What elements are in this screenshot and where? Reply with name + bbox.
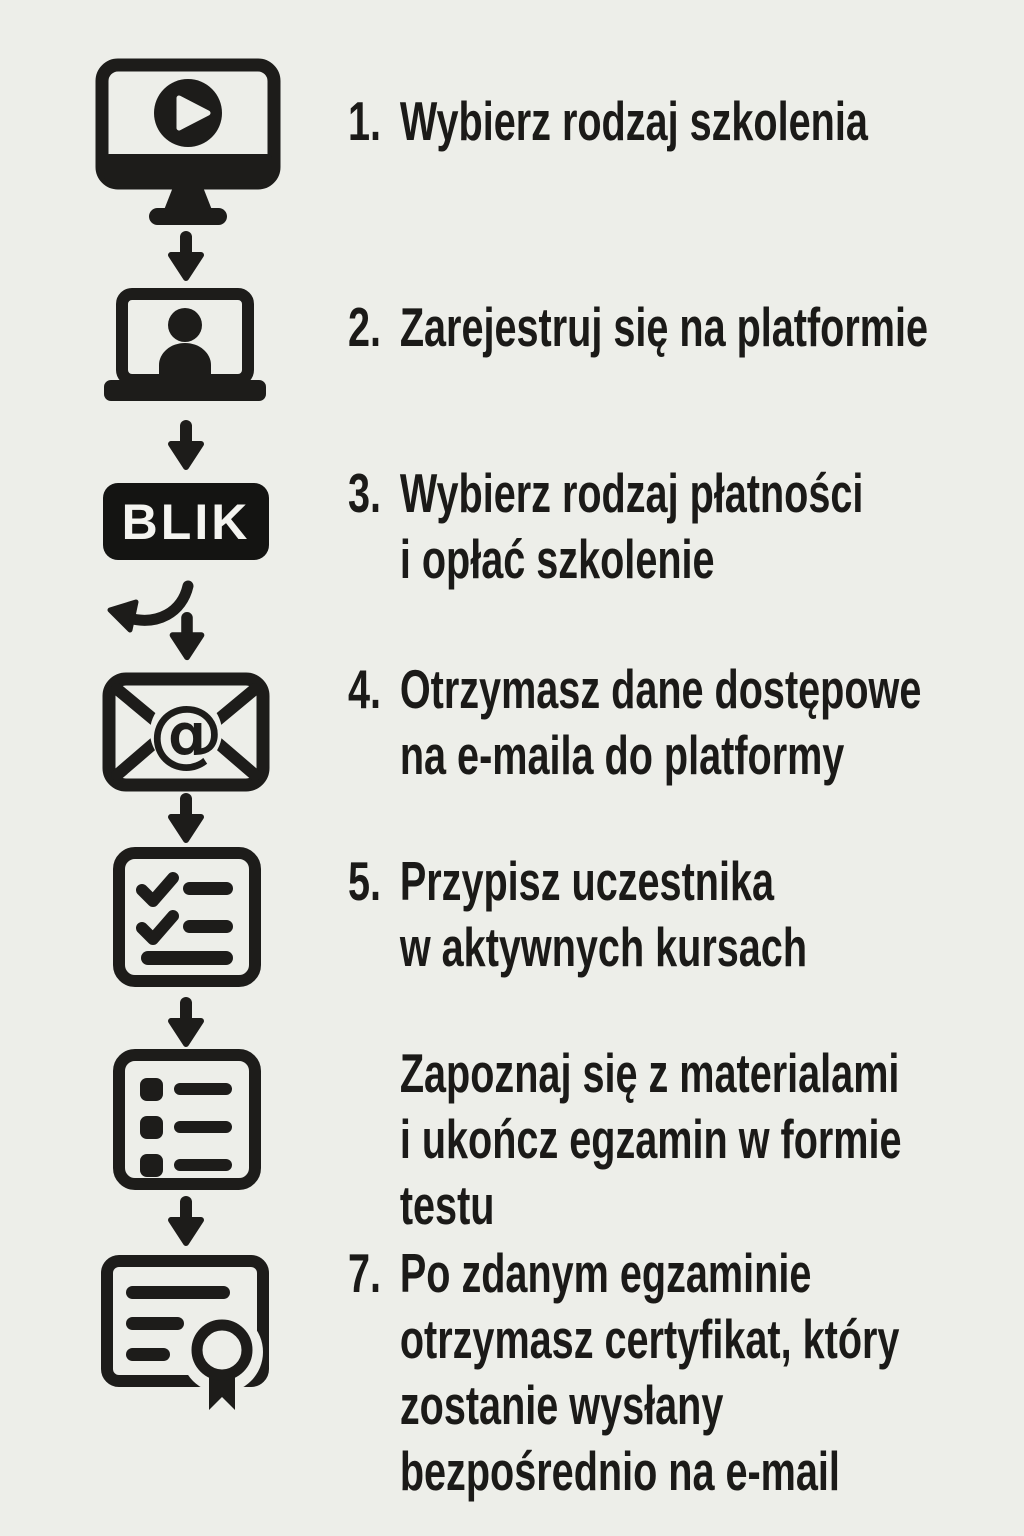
step-1-text	[348, 88, 868, 154]
step-line: bezpośrednio na e-mail	[399, 1440, 840, 1502]
step-line: Zarejestruj się na platformie	[399, 296, 929, 358]
arrow-down-icon	[164, 420, 208, 474]
step-3-text	[348, 460, 863, 592]
step-line: i opłać szkolenie	[399, 528, 715, 590]
certificate-icon	[100, 1254, 276, 1424]
step-line: Wybierz rodzaj szkolenia	[399, 90, 868, 152]
arrow-down-icon	[164, 1196, 208, 1250]
step-7-text	[348, 1240, 899, 1504]
step-line: testu	[399, 1174, 495, 1236]
step-line: Zapoznaj się z materialami	[399, 1042, 900, 1104]
step-number: 1.	[348, 90, 382, 152]
step-6-text	[348, 1040, 902, 1238]
step-line: Po zdanym egzaminie	[399, 1242, 812, 1304]
step-line: na e-maila do platformy	[399, 724, 845, 786]
step-number: 3.	[348, 462, 382, 524]
step-number	[348, 1040, 400, 1238]
step-number: 7.	[348, 1242, 382, 1304]
step-line: zostanie wysłany	[399, 1374, 724, 1436]
arrow-down-icon	[164, 793, 208, 847]
step-line: Wybierz rodzaj płatności	[399, 462, 864, 524]
arrow-down-icon	[165, 612, 209, 664]
laptop-user-icon	[102, 288, 268, 404]
step-number: 5.	[348, 850, 382, 912]
step-line: i ukończ egzamin w formie	[399, 1108, 902, 1170]
step-line: w aktywnych kursach	[399, 916, 808, 978]
blik-logo-label: BLIK	[121, 493, 251, 550]
email-at-icon	[102, 672, 270, 792]
checklist-icon	[112, 846, 262, 988]
step-5-text	[348, 848, 807, 980]
bullet-list-icon	[112, 1048, 262, 1191]
blik-logo	[103, 483, 269, 560]
step-number: 2.	[348, 296, 382, 358]
step-number: 4.	[348, 658, 382, 720]
monitor-play-icon	[95, 58, 281, 226]
step-line: otrzymasz certyfikat, który	[399, 1308, 900, 1370]
step-2-text	[348, 294, 928, 360]
step-line: Otrzymasz dane dostępowe	[399, 658, 922, 720]
at-symbol: @	[149, 690, 223, 776]
arrow-down-icon	[164, 231, 208, 285]
step-4-text	[348, 656, 921, 788]
arrow-down-icon	[164, 997, 208, 1051]
step-line: Przypisz uczestnika	[399, 850, 774, 912]
